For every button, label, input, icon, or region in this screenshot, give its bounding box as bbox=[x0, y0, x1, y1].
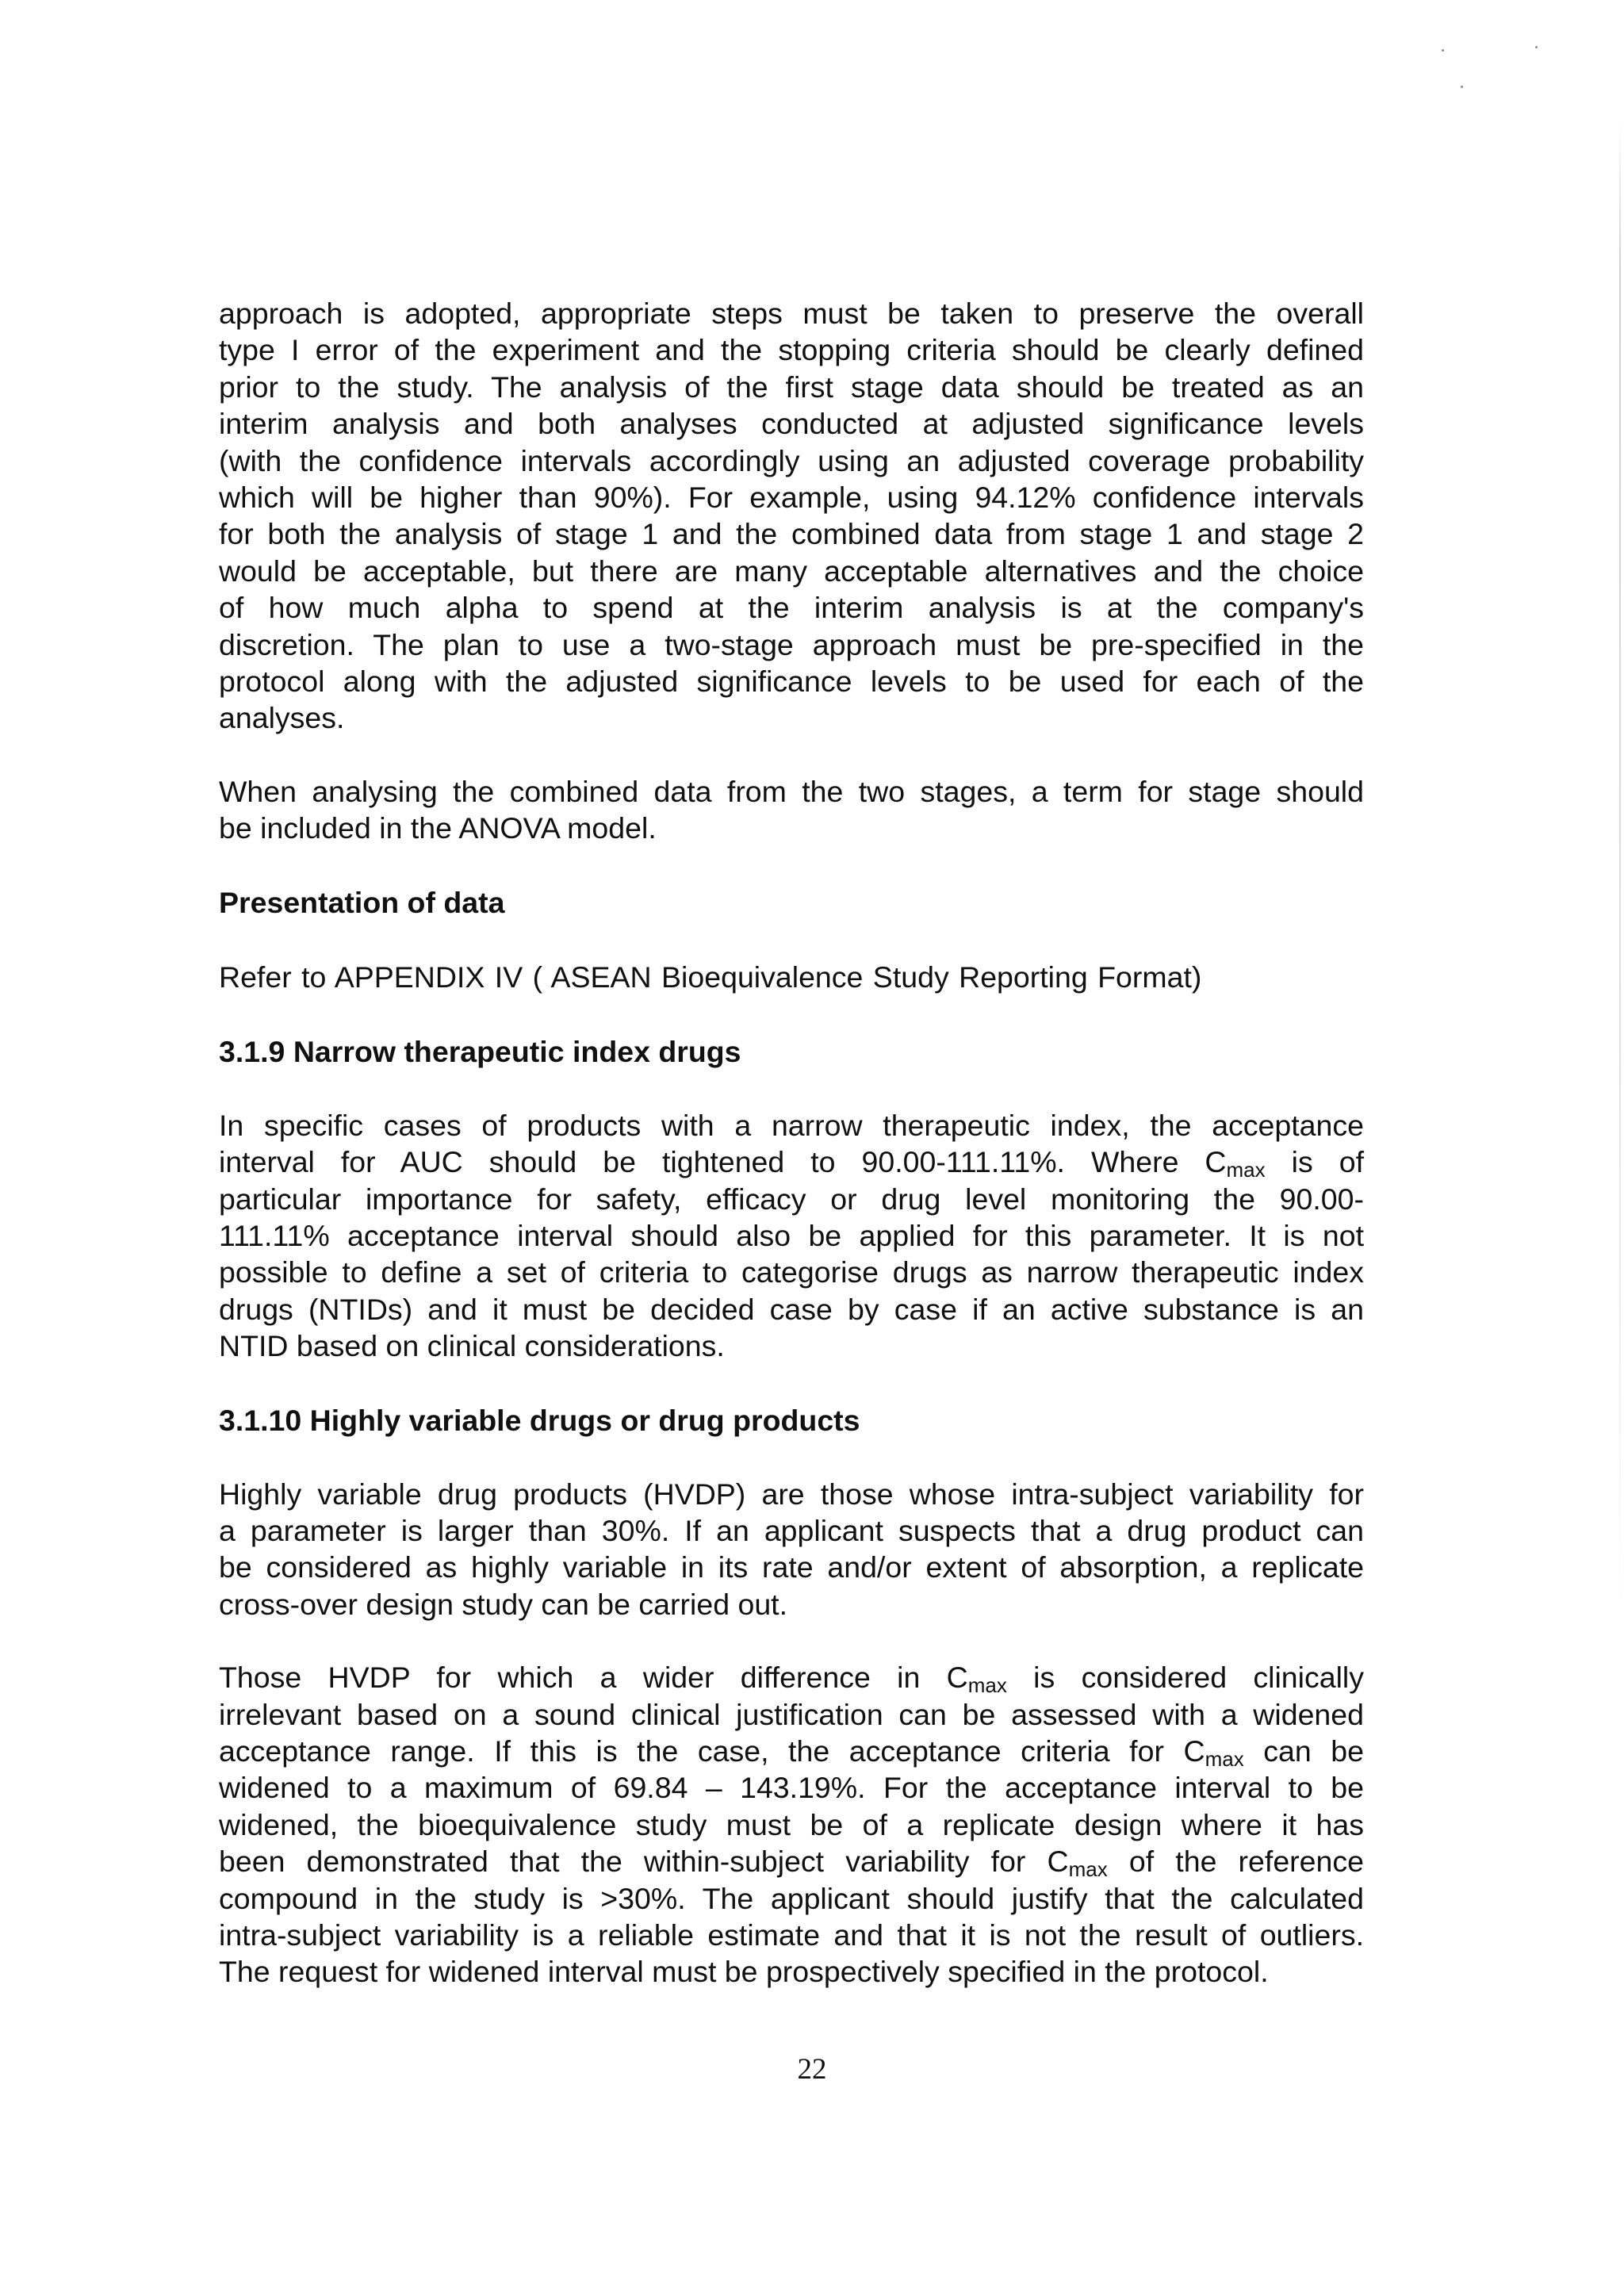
text-line: discretion. The plan to use a two-stage approach must be pre-specified in the bbox=[219, 627, 1364, 661]
text-line: irrelevant based on a sound clinical justification can be assessed with a widened bbox=[219, 1697, 1364, 1731]
widened-interval-paragraph bbox=[219, 1659, 1364, 1990]
text-fragment: interval for AUC should be tightened to 90.00-111.11%. Where C bbox=[219, 1145, 1227, 1179]
text-line bbox=[219, 1659, 1364, 1698]
text-fragment: is considered clinically bbox=[1006, 1661, 1364, 1695]
page-content bbox=[219, 295, 1364, 1990]
subscript-max: max bbox=[1226, 1158, 1266, 1182]
text-fragment: can be bbox=[1243, 1734, 1364, 1768]
text-line: widened, the bioequivalence study must be of a replicate design where it has bbox=[219, 1807, 1364, 1841]
text-line: analyses. bbox=[219, 701, 345, 735]
text-line: would be acceptable, but there are many acceptable alternatives and the choice bbox=[219, 554, 1364, 588]
text-line: NTID based on clinical considerations. bbox=[219, 1329, 725, 1363]
text-line bbox=[219, 1733, 1364, 1769]
scan-speck bbox=[1442, 49, 1444, 52]
text-line: intra-subject variability is a reliable estimate and that it is not the result of outliers. bbox=[219, 1918, 1364, 1952]
text-line: 111.11% acceptance interval should also be applied for this parameter. It is not bbox=[219, 1218, 1364, 1252]
ntid-paragraph bbox=[219, 1107, 1364, 1365]
text-line: cross-over design study can be carried out. bbox=[219, 1587, 788, 1621]
appendix-reference: Refer to APPENDIX IV ( ASEAN Bioequivalence Study Reporting Format) bbox=[219, 960, 1202, 994]
text-line: be included in the ANOVA model. bbox=[219, 811, 657, 845]
text-line: for both the analysis of stage 1 and the combined data from stage 1 and stage 2 bbox=[219, 517, 1364, 551]
subscript-max: max bbox=[967, 1673, 1007, 1698]
text-line: particular importance for safety, efficacy or drug level monitoring the 90.00- bbox=[219, 1182, 1364, 1216]
section-heading-3-1-9: 3.1.9 Narrow therapeutic index drugs bbox=[219, 1034, 741, 1068]
text-line: widened to a maximum of 69.84 – 143.19%. For the acceptance interval to be bbox=[219, 1771, 1364, 1805]
text-fragment: of the reference bbox=[1107, 1845, 1364, 1879]
text-line: (with the confidence intervals accordingly using an adjusted coverage probability bbox=[219, 443, 1364, 477]
combined-data-paragraph bbox=[219, 773, 1364, 847]
subscript-max: max bbox=[1068, 1857, 1108, 1882]
text-line: of how much alpha to spend at the interim analysis is at the company's bbox=[219, 591, 1364, 625]
text-line: drugs (NTIDs) and it must be decided case by case if an active substance is an bbox=[219, 1292, 1364, 1326]
text-fragment: Those HVDP for which a wider difference in C bbox=[219, 1661, 968, 1695]
text-line: a parameter is larger than 30%. If an applicant suspects that a drug product can bbox=[219, 1513, 1364, 1547]
text-line: approach is adopted, appropriate steps must be taken to preserve the overall bbox=[219, 297, 1364, 330]
text-line: be considered as highly variable in its rate and/or extent of absorption, a replicate bbox=[219, 1550, 1364, 1584]
text-line: which will be higher than 90%). For example, using 94.12% confidence intervals bbox=[219, 481, 1364, 515]
text-line: When analysing the combined data from the two stages, a term for stage should bbox=[219, 774, 1364, 808]
scan-edge bbox=[1619, 119, 1621, 1626]
presentation-heading: Presentation of data bbox=[219, 885, 505, 919]
text-line: interim analysis and both analyses conducted at adjusted significance levels bbox=[219, 407, 1364, 441]
text-line: Highly variable drug products (HVDP) are those whose intra-subject variability for bbox=[219, 1477, 1364, 1511]
text-line: protocol along with the adjusted significance levels to be used for each of the bbox=[219, 665, 1364, 699]
text-line: type I error of the experiment and the stopping criteria should be clearly defined bbox=[219, 333, 1364, 367]
text-line: The request for widened interval must be prospectively specified in the protocol. bbox=[219, 1955, 1269, 1989]
scan-speck bbox=[1535, 46, 1538, 48]
section-heading-3-1-10: 3.1.10 Highly variable drugs or drug products bbox=[219, 1403, 860, 1437]
intro-paragraph bbox=[219, 295, 1364, 737]
hvdp-paragraph bbox=[219, 1476, 1364, 1623]
text-line bbox=[219, 1144, 1364, 1180]
text-line: possible to define a set of criteria to categorise drugs as narrow therapeutic index bbox=[219, 1255, 1364, 1289]
text-line: compound in the study is >30%. The applicant should justify that the calculated bbox=[219, 1881, 1364, 1915]
subscript-max: max bbox=[1205, 1746, 1244, 1771]
text-fragment: is of bbox=[1265, 1145, 1364, 1179]
text-fragment: acceptance range. If this is the case, the acceptance criteria for C bbox=[219, 1734, 1205, 1768]
scan-speck bbox=[1461, 86, 1463, 88]
text-fragment: been demonstrated that the within-subject variability for C bbox=[219, 1845, 1069, 1879]
text-line: In specific cases of products with a narrow therapeutic index, the acceptance bbox=[219, 1108, 1364, 1142]
text-line: prior to the study. The analysis of the first stage data should be treated as an bbox=[219, 370, 1364, 404]
text-line bbox=[219, 1843, 1364, 1882]
page-number: 22 bbox=[797, 2053, 827, 2086]
